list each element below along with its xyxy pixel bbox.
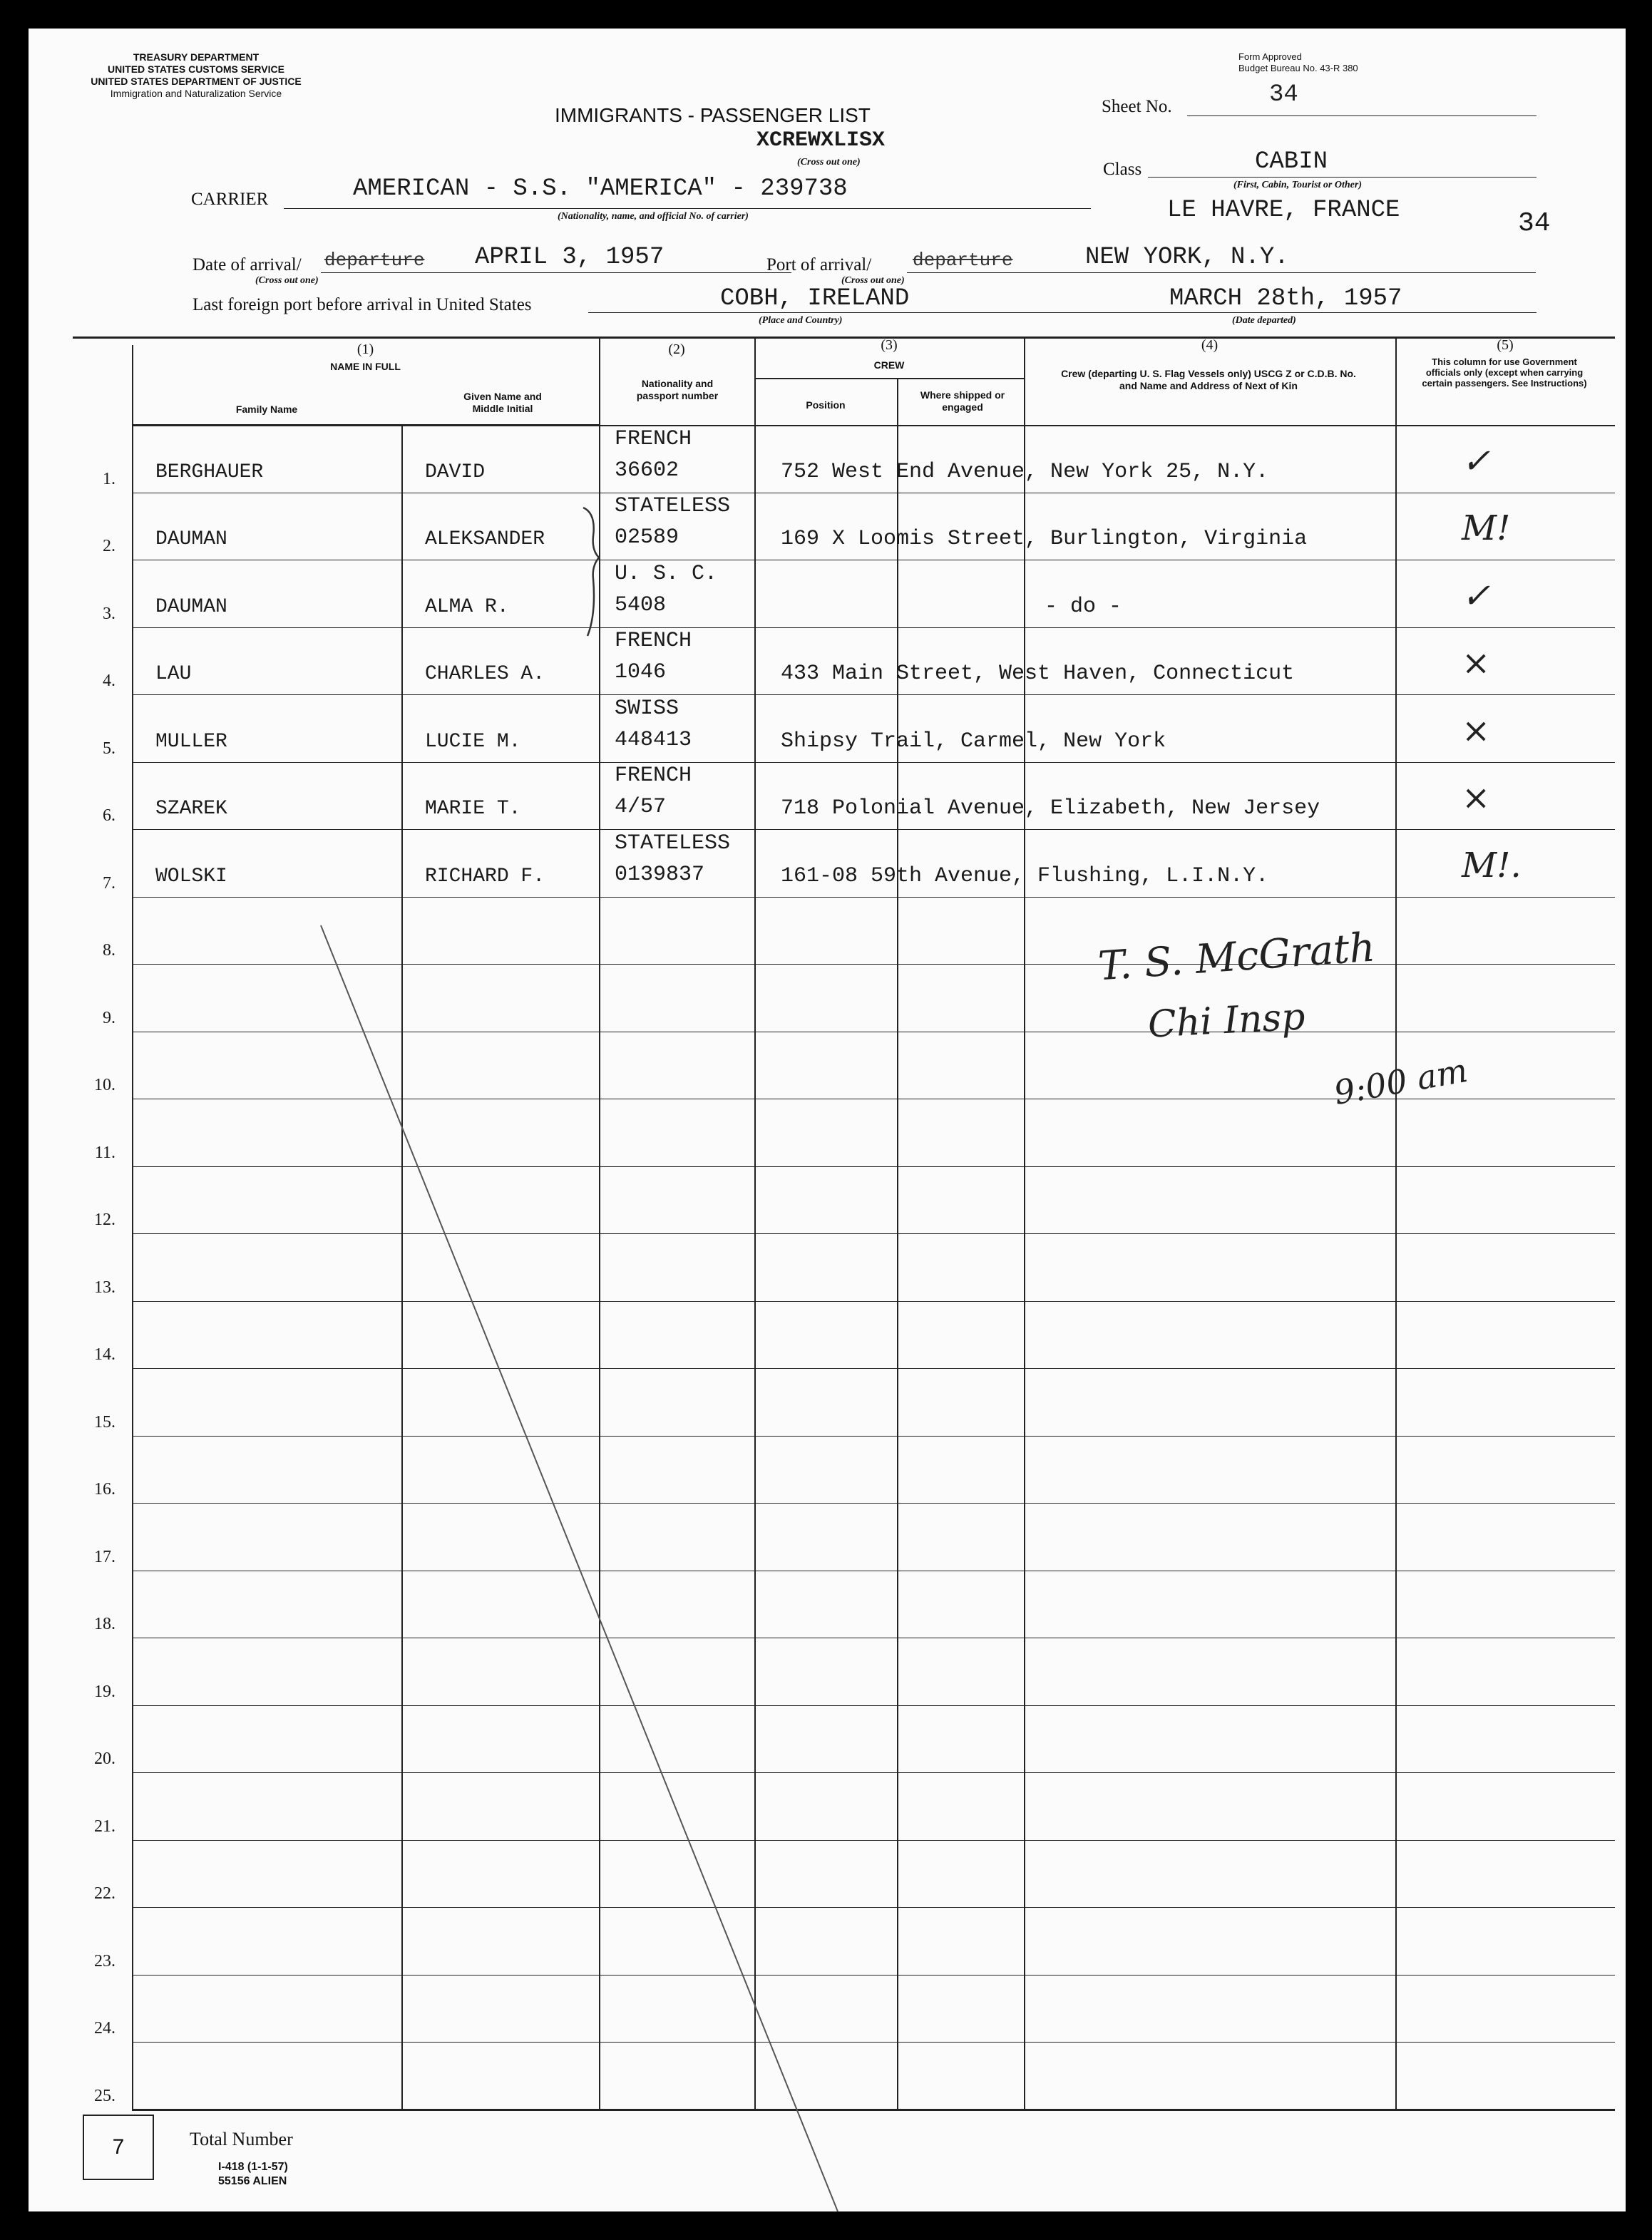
carrier-note: (Nationality, name, and official No. of carrier) — [558, 211, 749, 222]
row-number: 22. — [94, 1884, 116, 1903]
margin-number: 34 — [1518, 208, 1551, 239]
nationality: U. S. C. — [615, 561, 718, 586]
passport-number: 02589 — [615, 525, 679, 550]
total-count-box: 7 — [83, 2115, 154, 2180]
row-number: 11. — [94, 1143, 116, 1162]
nationality: FRENCH — [615, 426, 692, 451]
nationality: FRENCH — [615, 629, 692, 653]
diagonal-pencil-line — [29, 29, 1626, 2211]
signature-mcgrath: T. S. McGrath — [1097, 924, 1377, 990]
agency-line-2: UNITED STATES CUSTOMS SERVICE — [108, 63, 284, 75]
official-mark: × — [1462, 643, 1491, 683]
given-name: CHARLES A. — [425, 663, 545, 685]
row-number: 18. — [94, 1615, 116, 1633]
class-value: CABIN — [1255, 148, 1328, 175]
next-of-kin-address: 169 X Loomis Street, Burlington, Virginia — [781, 527, 1308, 551]
row-number: 10. — [94, 1076, 116, 1094]
col3-title: CREW — [873, 359, 905, 371]
row-number: 8. — [103, 941, 116, 960]
official-mark: × — [1462, 778, 1491, 818]
passport-number: 448413 — [615, 727, 692, 752]
port-value: NEW YORK, N.Y. — [1085, 244, 1289, 271]
family-name: BERGHAUER — [155, 461, 264, 483]
arrival-date-struck: departure — [324, 250, 425, 271]
family-name: LAU — [155, 663, 192, 685]
given-name: DAVID — [425, 461, 486, 483]
next-of-kin-address: 752 West End Avenue, New York 25, N.Y. — [781, 459, 1269, 484]
family-name: SZAREK — [155, 798, 227, 820]
row-number: 6. — [103, 806, 116, 825]
cross-out-note-3: (Cross out one) — [841, 275, 905, 286]
passenger-list-document — [29, 29, 1626, 2211]
form-approved-line-1: Form Approved — [1238, 51, 1302, 62]
row-number: 7. — [103, 873, 116, 893]
row-number: 9. — [103, 1008, 116, 1027]
official-mark: × — [1462, 710, 1491, 751]
next-of-kin-address: 433 Main Street, West Haven, Connecticut — [781, 662, 1295, 686]
last-port-label: Last foreign port before arrival in United States — [193, 295, 532, 314]
row-number: 15. — [94, 1412, 116, 1432]
next-of-kin-address: 161-08 59th Avenue, Flushing, L.I.N.Y. — [781, 863, 1269, 888]
row-number: 14. — [94, 1345, 116, 1364]
row-number: 25. — [94, 2086, 116, 2105]
col2-number: (2) — [668, 341, 685, 357]
row-number: 24. — [94, 2019, 116, 2038]
col1-title: NAME IN FULL — [330, 361, 401, 372]
given-name: LUCIE M. — [425, 730, 521, 753]
row-number: 3. — [103, 604, 116, 623]
row-number: 4. — [103, 672, 116, 690]
nationality: STATELESS — [615, 831, 731, 856]
col2-title: Nationality and passport number — [636, 378, 719, 401]
passport-number: 1046 — [615, 660, 667, 684]
official-mark: M!. — [1462, 845, 1522, 885]
sheet-number: 34 — [1269, 81, 1298, 108]
row-number: 19. — [94, 1682, 116, 1701]
row-number: 23. — [94, 1951, 116, 1971]
last-port-note: (Place and Country) — [759, 315, 843, 326]
given-name: ALMA R. — [425, 595, 509, 618]
official-mark: ✓ — [1462, 575, 1491, 616]
date-departed-note: (Date departed) — [1232, 315, 1296, 326]
next-of-kin-address: Shipsy Trail, Carmel, New York — [781, 729, 1166, 754]
print-id: 55156 ALIEN — [218, 2175, 287, 2187]
col3-number: (3) — [881, 337, 898, 353]
nationality: SWISS — [615, 696, 679, 721]
nationality: STATELESS — [615, 494, 731, 518]
col1-given: Given Name and Middle Initial — [463, 391, 542, 414]
cross-out-note-2: (Cross out one) — [255, 275, 319, 286]
form-approved-line-2: Budget Bureau No. 43-R 380 — [1238, 63, 1358, 73]
family-name: MULLER — [155, 730, 227, 753]
col5-number: (5) — [1497, 337, 1514, 353]
date-departed-value: MARCH 28th, 1957 — [1169, 285, 1402, 312]
carrier-label: CARRIER — [191, 190, 269, 209]
row-number: 2. — [103, 537, 116, 555]
row-number: 16. — [94, 1480, 116, 1499]
total-number-label: Total Number — [190, 2129, 293, 2149]
col1-family: Family Name — [235, 404, 298, 415]
col4-number: (4) — [1201, 337, 1219, 353]
signature-inspector: Chi Insp — [1146, 995, 1306, 1047]
port-label: Port of arrival/ — [766, 255, 872, 274]
passport-number: 4/57 — [615, 795, 667, 819]
col3-where: Where shipped or engaged — [920, 389, 1005, 413]
official-mark: M! — [1462, 508, 1511, 548]
row-number: 21. — [94, 1817, 116, 1836]
port-struck: departure — [913, 250, 1013, 271]
next-of-kin-address: - do - — [1045, 594, 1122, 619]
col1-number: (1) — [356, 341, 374, 357]
given-name: MARIE T. — [425, 798, 521, 820]
agency-line-4: Immigration and Naturalization Service — [110, 88, 282, 99]
passport-number: 0139837 — [615, 862, 705, 887]
family-name: WOLSKI — [155, 865, 227, 888]
class-note: (First, Cabin, Tourist or Other) — [1233, 180, 1362, 190]
col5-title: This column for use Government officials only (except when carrying certain passengers. See Instructions) — [1422, 356, 1587, 389]
next-of-kin-address: 718 Polonial Avenue, Elizabeth, New Jersey — [781, 796, 1320, 821]
passport-number: 36602 — [615, 458, 679, 483]
arrival-date-value: APRIL 3, 1957 — [475, 244, 665, 271]
signature-time: 9:00 am — [1330, 1051, 1471, 1112]
row-number: 17. — [94, 1547, 116, 1566]
nationality: FRENCH — [615, 764, 692, 788]
form-number — [218, 2160, 288, 2189]
last-port-value: COBH, IRELAND — [720, 285, 910, 312]
crew-list-struck: XCREWXLISX — [756, 128, 886, 153]
given-name: RICHARD F. — [425, 865, 545, 888]
official-mark: ✓ — [1462, 441, 1491, 481]
carrier-value: AMERICAN - S.S. "AMERICA" - 239738 — [353, 175, 848, 202]
row-number: 13. — [94, 1278, 116, 1297]
col3-position: Position — [806, 399, 846, 411]
row-number: 20. — [94, 1750, 116, 1768]
arrival-date-label: Date of arrival/ — [193, 255, 302, 274]
family-name: DAUMAN — [155, 528, 227, 550]
form-id: I-418 (1-1-57) — [218, 2161, 288, 2173]
form-title: IMMIGRANTS - PASSENGER LIST — [555, 104, 871, 126]
row-number: 1. — [103, 469, 116, 488]
given-name: ALEKSANDER — [425, 528, 545, 550]
row-number: 12. — [94, 1211, 116, 1229]
agency-line-3: UNITED STATES DEPARTMENT OF JUSTICE — [91, 76, 302, 87]
port-extra: LE HAVRE, FRANCE — [1167, 197, 1400, 224]
agency-line-1: TREASURY DEPARTMENT — [133, 51, 260, 63]
cross-out-note-1: (Cross out one) — [797, 157, 861, 168]
sheet-label: Sheet No. — [1102, 97, 1172, 116]
row-number: 5. — [103, 739, 116, 758]
family-name: DAUMAN — [155, 595, 227, 618]
col4-title: Crew (departing U. S. Flag Vessels only) USCG Z or C.D.B. No. and Name and Address of Next of Kin — [1061, 368, 1356, 391]
class-label: Class — [1103, 160, 1142, 179]
passport-number: 5408 — [615, 592, 667, 617]
